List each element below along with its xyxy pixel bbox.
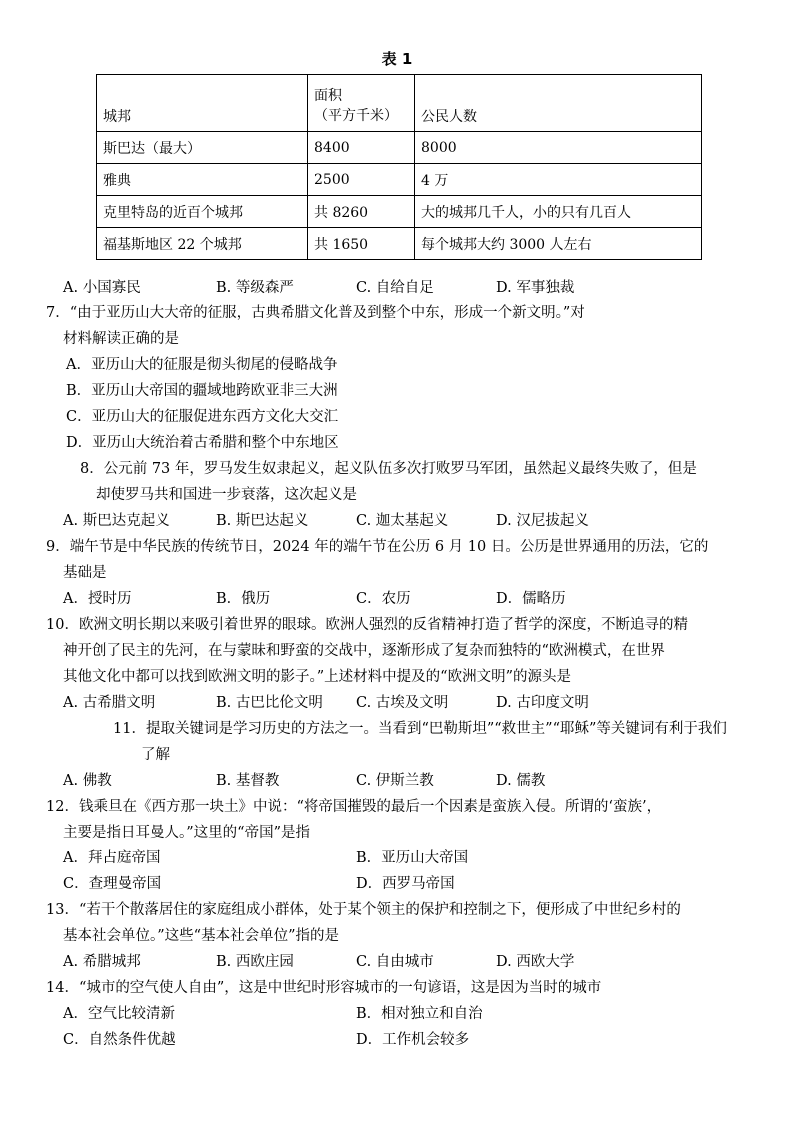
q11-stem: 11．提取关键词是学习历史的方法之一。当看到“巴勒斯坦”“救世主”“耶稣”等关键词有利于我们 <box>113 721 727 737</box>
city-state-table <box>96 74 702 260</box>
q10-option-d: D. 古印度文明 <box>496 695 589 711</box>
q11-option-a: A. 佛教 <box>63 773 112 789</box>
q14-option-d: D．工作机会较多 <box>356 1032 470 1048</box>
header-city-state: 城邦 <box>97 75 308 132</box>
q13-option-a: A. 希腊城邦 <box>63 954 141 970</box>
table-row <box>97 164 702 196</box>
q12-stem: 12．钱乘旦在《西方那一块土》中说：“将帝国摧毁的最后一个因素是蛮族入侵。所谓的‘蛮族’， <box>46 799 662 815</box>
q14-option-a: A．空气比较清新 <box>63 1006 175 1022</box>
header-citizens: 公民人数 <box>415 75 702 132</box>
q10-stem: 10．欧洲文明长期以来吸引着世界的眼球。欧洲人强烈的反省精神打造了哲学的深度，不断追寻的精 <box>46 617 688 633</box>
q7-option-a: A．亚历山大的征服是彻头彻尾的侵略战争 <box>66 357 338 373</box>
table-cell: 克里特岛的近百个城邦 <box>97 196 308 228</box>
q9-stem-cont: 基础是 <box>63 565 107 581</box>
q12-stem-cont: 主要是指日耳曼人。”这里的“帝国”是指 <box>63 825 310 841</box>
q6-option-d: D. 军事独裁 <box>496 280 575 296</box>
q7-option-b: B．亚历山大帝国的疆域地跨欧亚非三大洲 <box>66 383 338 399</box>
q14-option-b: B．相对独立和自治 <box>356 1006 483 1022</box>
table-cell: 每个城邦大约 3000 人左右 <box>415 228 702 260</box>
q11-option-b: B. 基督教 <box>216 773 280 789</box>
q12-option-b: B．亚历山大帝国 <box>356 850 469 866</box>
q12-option-d: D．西罗马帝国 <box>356 876 455 892</box>
q8-stem: 8．公元前 73 年，罗马发生奴隶起义，起义队伍多次打败罗马军团，虽然起义最终失败了，但是 <box>80 461 697 477</box>
table-cell: 2500 <box>308 164 415 196</box>
q9-option-a: A．授时历 <box>63 591 132 607</box>
q10-option-b: B. 古巴比伦文明 <box>216 695 323 711</box>
q13-stem-cont: 基本社会单位。”这些“基本社会单位”指的是 <box>63 928 339 944</box>
q10-stem-cont: 神开创了民主的先河，在与蒙昧和野蛮的交战中，逐渐形成了复杂而独特的“欧洲模式，在世界 <box>63 643 665 659</box>
q8-option-a: A. 斯巴达克起义 <box>63 513 170 529</box>
q12-option-c: C．查理曼帝国 <box>63 876 162 892</box>
table-cell: 大的城邦几千人，小的只有几百人 <box>415 196 702 228</box>
q8-option-d: D. 汉尼拔起义 <box>496 513 589 529</box>
q13-option-b: B. 西欧庄园 <box>216 954 294 970</box>
table-cell: 共 8260 <box>308 196 415 228</box>
table-cell: 8400 <box>308 132 415 164</box>
q6-option-b: B. 等级森严 <box>216 280 294 296</box>
table-cell: 共 1650 <box>308 228 415 260</box>
q14-stem: 14．“城市的空气使人自由”，这是中世纪时形容城市的一句谚语，这是因为当时的城市 <box>46 980 602 996</box>
q8-stem-cont: 却使罗马共和国进一步衰落，这次起义是 <box>96 487 357 503</box>
q7-option-d: D．亚历山大统治着古希腊和整个中东地区 <box>66 435 339 451</box>
q10-stem-cont2: 其他文化中都可以找到欧洲文明的影子。”上述材料中提及的“欧洲文明”的源头是 <box>63 669 571 685</box>
q11-option-c: C. 伊斯兰教 <box>356 773 434 789</box>
header-area-label: 面积 <box>314 88 342 104</box>
table-cell: 4 万 <box>415 164 702 196</box>
table-caption: 表 1 <box>381 50 413 68</box>
q13-stem: 13．“若干个散落居住的家庭组成小群体，处于某个领主的保护和控制之下，便形成了中世纪乡村的 <box>46 902 681 918</box>
q13-option-c: C. 自由城市 <box>356 954 434 970</box>
q8-option-b: B. 斯巴达起义 <box>216 513 309 529</box>
q9-stem: 9．端午节是中华民族的传统节日，2024 年的端午节在公历 6 月 10 日。公历是世界通用的历法，它的 <box>46 539 709 555</box>
header-area <box>308 75 415 132</box>
table-cell: 斯巴达（最大） <box>97 132 308 164</box>
table-row <box>97 196 702 228</box>
table-header-row <box>97 75 702 132</box>
q10-option-a: A. 古希腊文明 <box>63 695 156 711</box>
q6-option-a: A. 小国寡民 <box>63 280 141 296</box>
q11-option-d: D. 儒教 <box>496 773 546 789</box>
q8-option-c: C. 迦太基起义 <box>356 513 449 529</box>
table-row <box>97 228 702 260</box>
table-row <box>97 132 702 164</box>
q7-option-c: C．亚历山大的征服促进东西方文化大交汇 <box>66 409 339 425</box>
table-cell: 雅典 <box>97 164 308 196</box>
q9-option-c: C．农历 <box>356 591 411 607</box>
q12-option-a: A．拜占庭帝国 <box>63 850 161 866</box>
q14-option-c: C．自然条件优越 <box>63 1032 176 1048</box>
q9-option-b: B．俄历 <box>216 591 271 607</box>
table-cell: 8000 <box>415 132 702 164</box>
q7-stem-cont: 材料解读正确的是 <box>63 331 179 347</box>
q13-option-d: D. 西欧大学 <box>496 954 575 970</box>
table-cell: 福基斯地区 22 个城邦 <box>97 228 308 260</box>
q7-stem: 7．“由于亚历山大大帝的征服，古典希腊文化普及到整个中东，形成一个新文明。”对 <box>46 305 585 321</box>
q11-stem-cont: 了解 <box>141 747 170 763</box>
q10-option-c: C. 古埃及文明 <box>356 695 449 711</box>
q6-option-c: C. 自给自足 <box>356 280 434 296</box>
header-area-unit: （平方千米） <box>314 108 398 124</box>
q9-option-d: D．儒略历 <box>496 591 566 607</box>
